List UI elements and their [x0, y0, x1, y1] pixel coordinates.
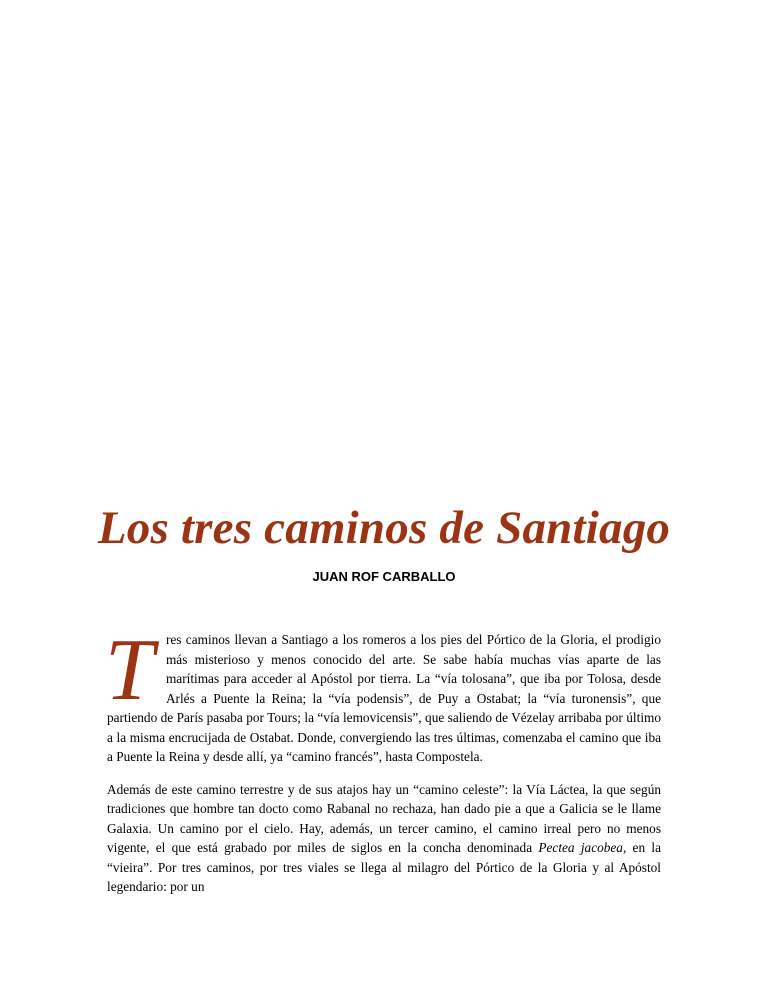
paragraph-1 [105, 622, 661, 767]
paragraph-1-text: res caminos llevan a Santiago a los romeros a los pies del Pórtico de la Gloria, el prodigio más misterioso y menos conocido del arte. Se sabe había muchas vías aparte de las marítimas para acceder al Apóstol por tierra. La “vía tolosana”, que iba por Tolosa, desde Arlés a Puente la Reina; la “vía podensis”, de Puy a Ostabat; la “vía turonensis”, que partiendo de París pasaba por Tours; la “vía lemovicensis”, que saliendo de Vézelay arribaba por último a la misma encrucijada de Ostabat. Donde, convergiendo las tres últimas, comenzaba el camino que iba a Puente la Reina y desde allí, ya “camino francés”, hasta Compostela. [107, 632, 661, 764]
article-author: JUAN ROF CARBALLO [312, 569, 456, 584]
paragraph-2-italic-term: Pectea jacobea, [538, 840, 627, 855]
drop-cap: T [105, 622, 154, 719]
article-title: Los tres caminos de Santiago [97, 502, 671, 554]
article-body [105, 622, 661, 910]
paragraph-2-text-start: Además de este camino terrestre y de sus atajos hay un “camino celeste”: la Vía Láctea, la que según tradiciones que hombre tan docto como Rabanal no rechaza, han dado pie a que a Galicia se le llame Galaxia. Un camino por el cielo. Hay, además, un tercer camino, el camino irreal pero no menos vigente, el que está grabado por miles de siglos en la concha denominada [107, 781, 661, 855]
paragraph-2-text-end: en la “vieira”. Por tres caminos, por tres viales se llega al milagro del Pórtico de la Gloria y al Apóstol legendario: por un [107, 840, 661, 894]
paragraph-2 [107, 780, 661, 897]
